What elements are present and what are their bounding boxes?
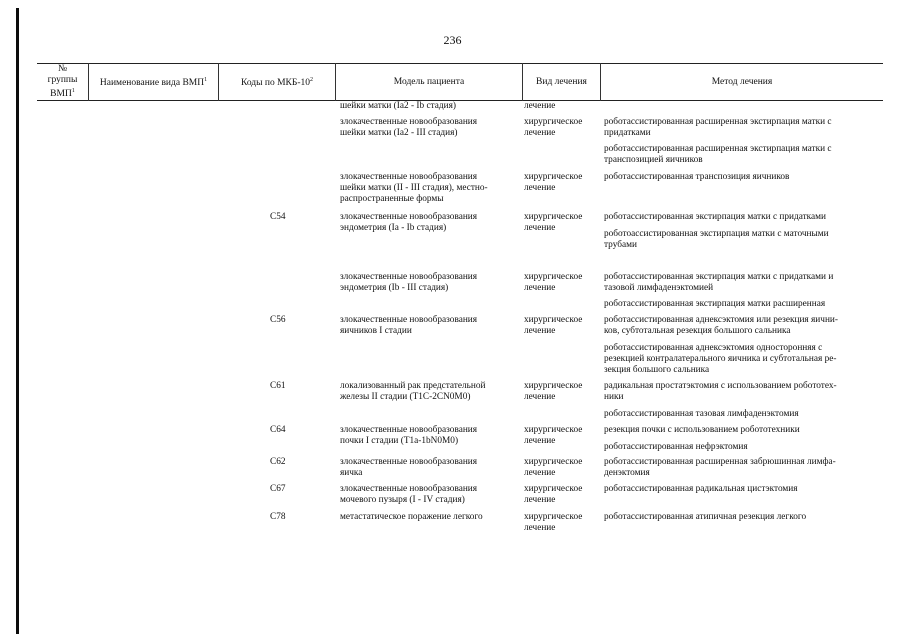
treatment-type-text: лечение (524, 523, 556, 533)
treatment-method-text: роботассистированная тазовая лимфаденэктомия (604, 409, 799, 419)
treatment-method-text: радикальная простатэктомия с использованием робототех- (604, 381, 837, 391)
treatment-type-text: хирургическое (524, 457, 583, 467)
patient-model-text: распространенные формы (340, 194, 444, 204)
treatment-method-text: роботассистированная расширенная экстирпация матки с (604, 117, 832, 127)
patient-model-text: мочевого пузыря (I - IV стадия) (340, 495, 465, 505)
treatment-type-text: лечение (524, 436, 556, 446)
treatment-type-text: хирургическое (524, 172, 583, 182)
treatment-type-text: лечение (524, 101, 556, 111)
icd-code: C56 (270, 315, 286, 325)
icd-code: C67 (270, 484, 286, 494)
icd-code: C78 (270, 512, 286, 522)
treatment-method-text: роботассистированная расширенная забрюшинная лимфа- (604, 457, 836, 467)
treatment-method-text: роботассистированная экстирпация матки расширенная (604, 299, 826, 309)
treatment-method-text: тазовой лимфаденэктомией (604, 283, 714, 293)
treatment-type-text: хирургическое (524, 484, 583, 494)
header-treatment-method: Метод лечения (711, 76, 773, 87)
treatment-type-text: лечение (524, 128, 556, 138)
treatment-type-text: хирургическое (524, 272, 583, 282)
treatment-type-text: лечение (524, 283, 556, 293)
icd-code: C54 (270, 212, 286, 222)
treatment-type-text: лечение (524, 326, 556, 336)
patient-model-text: яичка (340, 468, 363, 478)
treatment-type-text: хирургическое (524, 381, 583, 391)
patient-model-text: злокачественные новообразования (340, 457, 478, 467)
treatment-method-text: резекция почки с использованием робототехники (604, 425, 800, 435)
treatment-method-text: ков, субтотальная резекция большого сальника (604, 326, 791, 336)
treatment-method-text: зекция большого сальника (604, 365, 710, 375)
treatment-type-text: лечение (524, 495, 556, 505)
treatment-type-text: хирургическое (524, 212, 583, 222)
patient-model-text: яичников I стадии (340, 326, 412, 336)
patient-model-text: метастатическое поражение легкого (340, 512, 483, 522)
header-icd-codes-text: Коды по МКБ-10 (240, 78, 311, 89)
treatment-method-text: ники (604, 392, 624, 402)
treatment-method-text: роботассистированная нефрэктомия (604, 442, 748, 452)
icd-code: C61 (270, 381, 286, 391)
treatment-type-text: хирургическое (524, 315, 583, 325)
treatment-method-text: роботассистированная атипичная резекция легкого (604, 512, 807, 522)
patient-model-text: железы II стадии (T1C-2CN0M0) (340, 392, 471, 402)
treatment-type-text: хирургическое (524, 117, 583, 127)
patient-model-text: локализованный рак предстательной (340, 381, 486, 391)
treatment-method-text: денэктомия (604, 468, 650, 478)
treatment-method-text: роботассистированная расширенная экстирпация матки с (604, 144, 832, 154)
icd-code: C62 (270, 457, 286, 467)
treatment-type-text: лечение (524, 223, 556, 233)
header-group-footnote: 1 (71, 87, 75, 94)
header-vmp-name-footnote: 1 (204, 76, 208, 83)
treatment-method-text: роботассистированная аднексэктомия или резекция яични- (604, 315, 838, 325)
header-group-line3: ВМП (50, 89, 72, 100)
header-patient-model: Модель пациента (393, 76, 465, 87)
patient-model-text: шейки матки (Ia2 - III стадия) (340, 128, 458, 138)
treatment-method-text: резекцией контралатерального яичника и субтотальная ре- (604, 354, 837, 364)
patient-model-text: эндометрия (Ib - III стадия) (340, 283, 449, 293)
treatment-type-text: лечение (524, 392, 556, 402)
treatment-type-text: лечение (524, 183, 556, 193)
treatment-type-text: лечение (524, 468, 556, 478)
header-group-line2: группы (47, 74, 78, 85)
patient-model-text: злокачественные новообразования (340, 484, 478, 494)
patient-model-text: шейки матки (II - III стадия), местно- (340, 183, 488, 193)
treatment-method-text: роботассистированная аднексэктомия односторонняя с (604, 343, 823, 353)
treatment-method-text: роботоассистированная экстирпация матки с маточными (604, 229, 829, 239)
treatment-method-text: придатками (604, 128, 651, 138)
treatment-type-text: хирургическое (524, 425, 583, 435)
patient-model-text: шейки матки (Ia2 - Ib стадия) (340, 101, 456, 111)
patient-model-text: злокачественные новообразования (340, 272, 478, 282)
header-group-line1: № (57, 63, 68, 74)
patient-model-text: злокачественные новообразования (340, 315, 478, 325)
treatment-method-text: роботассистированная транспозиция яичников (604, 172, 790, 182)
patient-model-text: злокачественные новообразования (340, 172, 478, 182)
treatment-type-text: хирургическое (524, 512, 583, 522)
treatment-method-text: роботассистированная радикальная цистэктомия (604, 484, 798, 494)
header-treatment-type: Вид лечения (536, 76, 587, 87)
header-icd-codes-footnote: 2 (310, 76, 314, 83)
treatment-method-text: роботассистированная экстирпация матки с придатками (604, 212, 827, 222)
icd-code: C64 (270, 425, 286, 435)
patient-model-text: почки I стадии (T1a-1bN0M0) (340, 436, 459, 446)
patient-model-text: злокачественные новообразования (340, 212, 478, 222)
treatment-method-text: роботассистированная экстирпация матки с придатками и (604, 272, 834, 282)
header-vmp-name-text: Наименование вида ВМП (99, 78, 205, 89)
patient-model-text: злокачественные новообразования (340, 117, 478, 127)
page-number: 236 (443, 33, 462, 47)
patient-model-text: злокачественные новообразования (340, 425, 478, 435)
treatment-method-text: трубами (604, 240, 637, 250)
patient-model-text: эндометрия (Ia - Ib стадия) (340, 223, 447, 233)
treatment-method-text: транспозицией яичников (604, 155, 703, 165)
